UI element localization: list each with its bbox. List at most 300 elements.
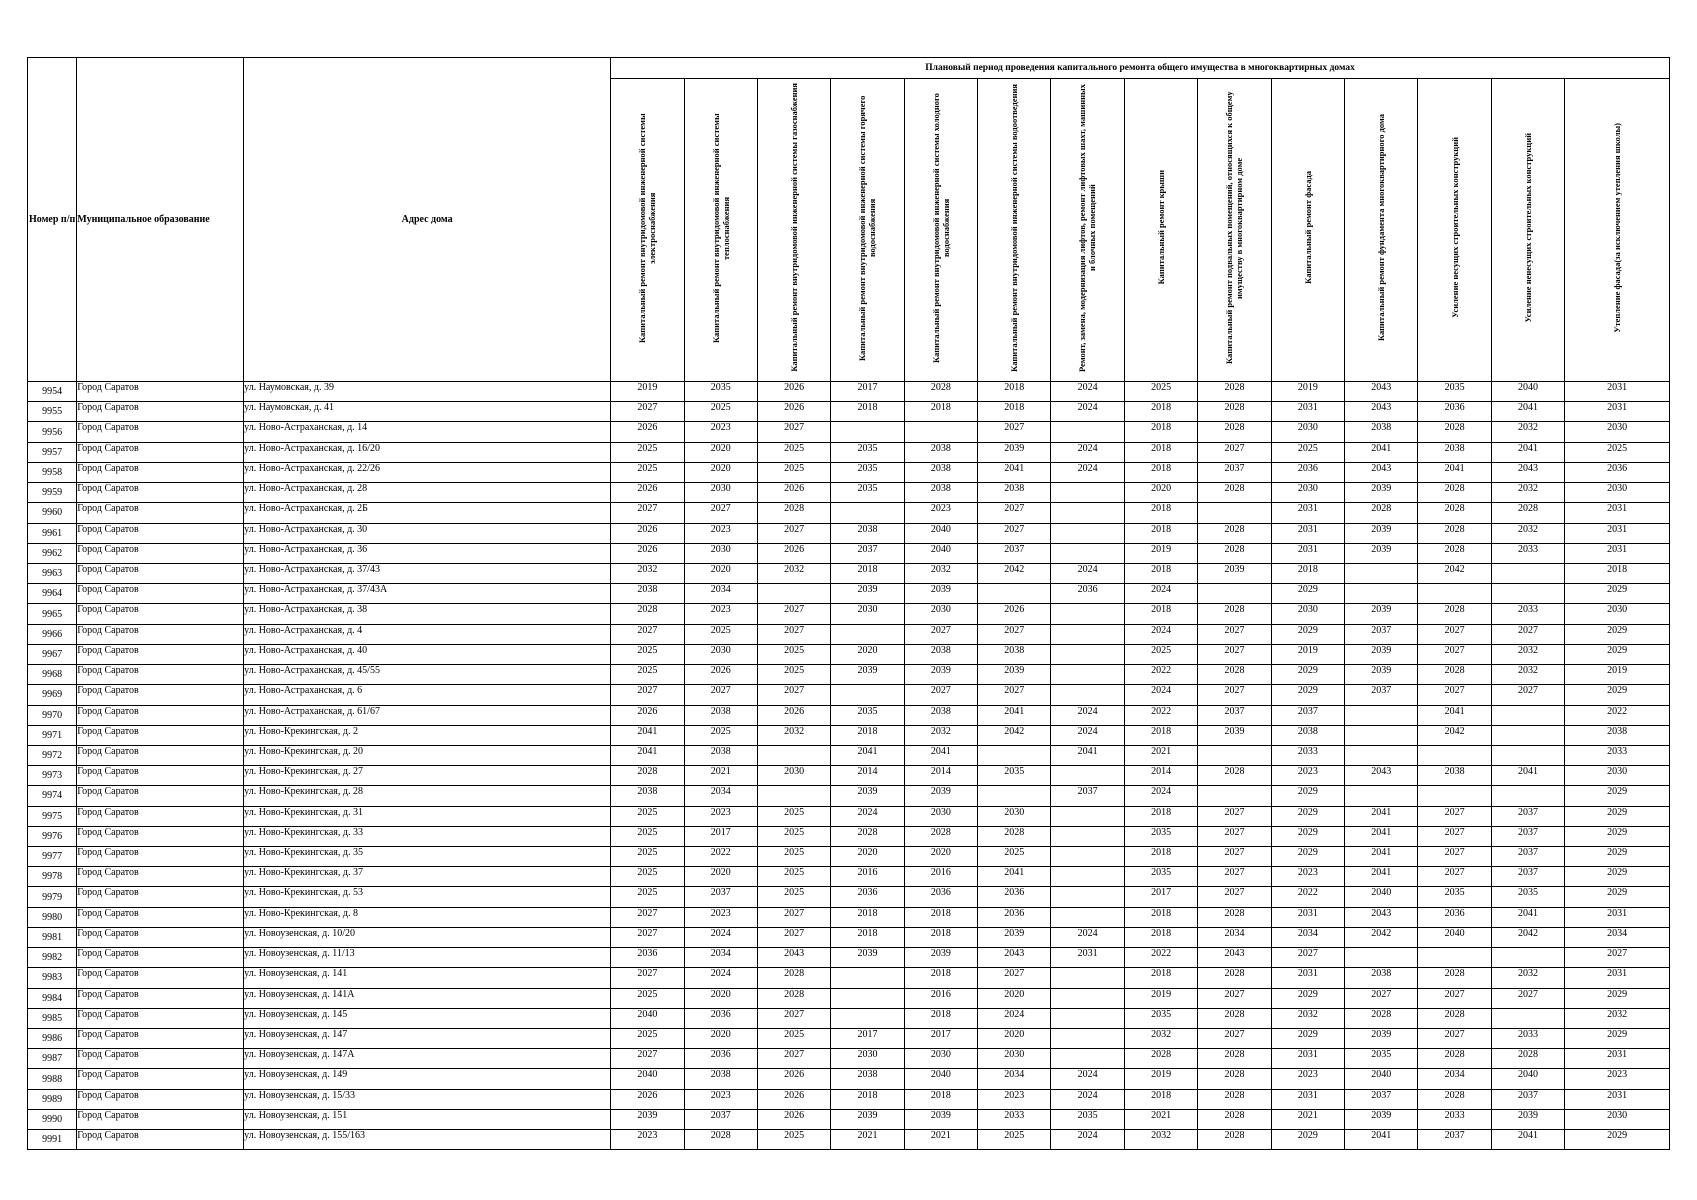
row-planned-year: 2036 xyxy=(978,907,1051,927)
header-planned-period: Плановый период проведения капитального ремонта общего имущества в многоквартирных домах xyxy=(611,58,1670,79)
row-planned-year: 2034 xyxy=(684,786,757,806)
row-planned-year: 2041 xyxy=(1051,745,1124,765)
row-address: ул. Новоузенская, д. 147 xyxy=(244,1029,611,1049)
row-planned-year: 2043 xyxy=(1345,907,1418,927)
row-planned-year: 2040 xyxy=(904,543,977,563)
row-planned-year xyxy=(1491,1008,1564,1028)
row-number: 9965 xyxy=(28,604,77,624)
row-planned-year: 2041 xyxy=(1491,1130,1564,1150)
row-planned-year xyxy=(831,968,904,988)
row-planned-year xyxy=(757,584,830,604)
row-planned-year: 2025 xyxy=(611,867,684,887)
row-planned-year: 2022 xyxy=(1271,887,1344,907)
table-row xyxy=(28,1089,1670,1109)
row-planned-year: 2036 xyxy=(1565,462,1670,482)
header-work-type-label: Капитальный ремонт фундамента многоквартирного дома xyxy=(1376,113,1387,342)
row-planned-year: 2032 xyxy=(1491,644,1564,664)
row-planned-year: 2019 xyxy=(1124,1069,1197,1089)
row-planned-year: 2024 xyxy=(1051,1089,1124,1109)
row-planned-year: 2036 xyxy=(1418,402,1491,422)
row-planned-year: 2025 xyxy=(757,806,830,826)
row-planned-year: 2028 xyxy=(1491,503,1564,523)
row-planned-year: 2025 xyxy=(757,442,830,462)
row-planned-year xyxy=(1345,563,1418,583)
row-planned-year: 2039 xyxy=(1491,1109,1564,1129)
row-planned-year: 2027 xyxy=(757,604,830,624)
table-row xyxy=(28,988,1670,1008)
row-planned-year: 2042 xyxy=(978,725,1051,745)
row-planned-year: 2034 xyxy=(684,948,757,968)
row-planned-year xyxy=(831,422,904,442)
row-planned-year: 2028 xyxy=(831,826,904,846)
row-planned-year: 2021 xyxy=(684,766,757,786)
row-planned-year xyxy=(1051,1029,1124,1049)
row-number: 9954 xyxy=(28,382,77,402)
row-planned-year: 2033 xyxy=(1491,604,1564,624)
table-row xyxy=(28,1109,1670,1129)
row-planned-year: 2023 xyxy=(978,1089,1051,1109)
row-planned-year: 2030 xyxy=(1565,422,1670,442)
header-municipality: Муниципальное образование xyxy=(77,58,244,382)
row-planned-year: 2024 xyxy=(1051,705,1124,725)
row-planned-year: 2027 xyxy=(1491,685,1564,705)
table-row xyxy=(28,847,1670,867)
row-planned-year: 2027 xyxy=(978,968,1051,988)
row-number: 9985 xyxy=(28,1008,77,1028)
row-planned-year: 2027 xyxy=(1198,806,1271,826)
table-header xyxy=(28,58,1670,382)
row-municipality: Город Саратов xyxy=(77,543,244,563)
row-planned-year: 2035 xyxy=(1418,382,1491,402)
row-planned-year xyxy=(1051,968,1124,988)
row-planned-year: 2039 xyxy=(1345,604,1418,624)
row-municipality: Город Саратов xyxy=(77,442,244,462)
row-planned-year xyxy=(1051,665,1124,685)
row-planned-year: 2038 xyxy=(904,483,977,503)
row-number: 9963 xyxy=(28,563,77,583)
row-municipality: Город Саратов xyxy=(77,1089,244,1109)
row-planned-year: 2030 xyxy=(1565,604,1670,624)
row-planned-year: 2031 xyxy=(1271,907,1344,927)
row-planned-year: 2018 xyxy=(904,1008,977,1028)
table-row xyxy=(28,624,1670,644)
row-planned-year: 2043 xyxy=(1491,462,1564,482)
row-number: 9959 xyxy=(28,483,77,503)
row-planned-year xyxy=(1491,948,1564,968)
row-number: 9964 xyxy=(28,584,77,604)
header-work-type xyxy=(1271,79,1344,382)
row-planned-year: 2020 xyxy=(684,563,757,583)
row-planned-year: 2042 xyxy=(1418,725,1491,745)
row-planned-year: 2027 xyxy=(1418,847,1491,867)
row-planned-year: 2025 xyxy=(1124,644,1197,664)
row-municipality: Город Саратов xyxy=(77,745,244,765)
row-planned-year: 2025 xyxy=(757,867,830,887)
row-planned-year: 2018 xyxy=(1124,725,1197,745)
row-municipality: Город Саратов xyxy=(77,948,244,968)
table-row xyxy=(28,584,1670,604)
row-planned-year: 2042 xyxy=(1491,927,1564,947)
row-address: ул. Наумовская, д. 39 xyxy=(244,382,611,402)
row-planned-year: 2041 xyxy=(978,867,1051,887)
header-work-type-label: Капитальный ремонт фасада xyxy=(1302,171,1313,284)
row-planned-year xyxy=(831,988,904,1008)
row-planned-year: 2018 xyxy=(1124,907,1197,927)
row-planned-year: 2026 xyxy=(611,483,684,503)
row-municipality: Город Саратов xyxy=(77,766,244,786)
row-planned-year: 2037 xyxy=(1491,1089,1564,1109)
row-number: 9958 xyxy=(28,462,77,482)
header-work-type xyxy=(1418,79,1491,382)
row-address: ул. Ново-Астраханская, д. 37/43А xyxy=(244,584,611,604)
row-planned-year: 2038 xyxy=(904,644,977,664)
table-row xyxy=(28,483,1670,503)
row-planned-year xyxy=(1051,644,1124,664)
row-planned-year: 2038 xyxy=(904,705,977,725)
row-planned-year: 2018 xyxy=(1124,402,1197,422)
row-planned-year: 2018 xyxy=(904,907,977,927)
row-planned-year: 2018 xyxy=(904,927,977,947)
row-planned-year xyxy=(1198,745,1271,765)
row-municipality: Город Саратов xyxy=(77,402,244,422)
row-planned-year: 2022 xyxy=(1124,948,1197,968)
row-planned-year: 2024 xyxy=(1051,1130,1124,1150)
row-planned-year: 2025 xyxy=(757,644,830,664)
row-planned-year xyxy=(831,685,904,705)
row-planned-year: 2028 xyxy=(611,604,684,624)
row-planned-year: 2029 xyxy=(1271,1029,1344,1049)
row-planned-year: 2030 xyxy=(831,1049,904,1069)
row-planned-year: 2028 xyxy=(1198,422,1271,442)
row-planned-year: 2025 xyxy=(757,462,830,482)
row-municipality: Город Саратов xyxy=(77,685,244,705)
row-planned-year: 2028 xyxy=(1418,1089,1491,1109)
row-planned-year: 2038 xyxy=(831,523,904,543)
row-municipality: Город Саратов xyxy=(77,1049,244,1069)
row-planned-year xyxy=(1051,826,1124,846)
row-planned-year xyxy=(831,624,904,644)
row-number: 9955 xyxy=(28,402,77,422)
row-planned-year: 2027 xyxy=(1198,644,1271,664)
row-planned-year: 2028 xyxy=(684,1130,757,1150)
row-planned-year: 2019 xyxy=(1124,988,1197,1008)
row-number: 9979 xyxy=(28,887,77,907)
row-planned-year: 2018 xyxy=(1124,442,1197,462)
row-planned-year: 2031 xyxy=(1565,523,1670,543)
row-planned-year: 2035 xyxy=(684,382,757,402)
row-planned-year: 2038 xyxy=(1271,725,1344,745)
row-planned-year xyxy=(1491,584,1564,604)
header-work-type xyxy=(684,79,757,382)
row-planned-year xyxy=(1418,786,1491,806)
row-planned-year: 2027 xyxy=(978,624,1051,644)
table-row xyxy=(28,948,1670,968)
row-planned-year: 2024 xyxy=(1051,725,1124,745)
row-planned-year: 2024 xyxy=(1124,624,1197,644)
row-planned-year: 2027 xyxy=(611,402,684,422)
row-planned-year: 2018 xyxy=(1124,1089,1197,1109)
table-row xyxy=(28,644,1670,664)
row-planned-year: 2026 xyxy=(757,402,830,422)
row-planned-year: 2039 xyxy=(1198,563,1271,583)
row-planned-year: 2031 xyxy=(1271,1089,1344,1109)
row-planned-year: 2018 xyxy=(904,402,977,422)
row-number: 9969 xyxy=(28,685,77,705)
row-planned-year: 2041 xyxy=(978,462,1051,482)
row-address: ул. Ново-Астраханская, д. 4 xyxy=(244,624,611,644)
row-planned-year: 2027 xyxy=(1418,806,1491,826)
row-planned-year: 2037 xyxy=(1491,826,1564,846)
row-planned-year: 2031 xyxy=(1565,1049,1670,1069)
row-planned-year: 2039 xyxy=(904,1109,977,1129)
row-planned-year: 2039 xyxy=(978,665,1051,685)
row-planned-year: 2026 xyxy=(684,665,757,685)
row-planned-year: 2036 xyxy=(684,1008,757,1028)
row-planned-year: 2028 xyxy=(1198,1008,1271,1028)
row-planned-year: 2038 xyxy=(684,1069,757,1089)
row-planned-year: 2027 xyxy=(684,685,757,705)
row-planned-year: 2031 xyxy=(1565,543,1670,563)
row-planned-year: 2040 xyxy=(1418,927,1491,947)
row-planned-year: 2023 xyxy=(684,523,757,543)
row-planned-year: 2024 xyxy=(1124,786,1197,806)
row-planned-year: 2043 xyxy=(1345,402,1418,422)
row-address: ул. Ново-Крекингская, д. 27 xyxy=(244,766,611,786)
row-address: ул. Ново-Астраханская, д. 16/20 xyxy=(244,442,611,462)
row-number: 9980 xyxy=(28,907,77,927)
row-number: 9971 xyxy=(28,725,77,745)
row-planned-year: 2020 xyxy=(831,847,904,867)
row-planned-year: 2025 xyxy=(611,826,684,846)
header-work-type-label: Усиление ненесущих строительных конструкций xyxy=(1522,132,1533,323)
row-planned-year: 2017 xyxy=(904,1029,977,1049)
row-planned-year: 2041 xyxy=(831,745,904,765)
row-planned-year: 2035 xyxy=(831,462,904,482)
row-planned-year: 2032 xyxy=(757,725,830,745)
row-planned-year: 2027 xyxy=(978,685,1051,705)
header-work-type-label: Капитальный ремонт крыши xyxy=(1155,170,1166,285)
row-planned-year: 2026 xyxy=(757,543,830,563)
row-planned-year: 2031 xyxy=(1271,503,1344,523)
row-planned-year: 2027 xyxy=(1198,624,1271,644)
row-address: ул. Новоузенская, д. 151 xyxy=(244,1109,611,1129)
row-planned-year xyxy=(1491,786,1564,806)
row-planned-year: 2020 xyxy=(684,442,757,462)
row-planned-year: 2041 xyxy=(1345,1130,1418,1150)
row-planned-year: 2043 xyxy=(978,948,1051,968)
table-row xyxy=(28,786,1670,806)
table-row xyxy=(28,766,1670,786)
row-planned-year: 2036 xyxy=(1271,462,1344,482)
row-planned-year: 2041 xyxy=(1418,705,1491,725)
row-planned-year: 2037 xyxy=(1345,1089,1418,1109)
row-planned-year: 2027 xyxy=(1418,644,1491,664)
row-planned-year: 2027 xyxy=(611,503,684,523)
row-planned-year: 2026 xyxy=(611,422,684,442)
row-planned-year xyxy=(1051,847,1124,867)
row-planned-year: 2035 xyxy=(978,766,1051,786)
row-planned-year: 2028 xyxy=(1198,523,1271,543)
row-planned-year: 2024 xyxy=(1051,402,1124,422)
row-planned-year: 2024 xyxy=(684,968,757,988)
row-planned-year xyxy=(1051,907,1124,927)
row-planned-year: 2022 xyxy=(1124,665,1197,685)
row-planned-year: 2028 xyxy=(1198,968,1271,988)
table-row xyxy=(28,442,1670,462)
row-planned-year: 2016 xyxy=(904,988,977,1008)
row-planned-year: 2027 xyxy=(1198,685,1271,705)
row-planned-year: 2018 xyxy=(1124,563,1197,583)
row-address: ул. Ново-Астраханская, д. 38 xyxy=(244,604,611,624)
row-planned-year: 2034 xyxy=(978,1069,1051,1089)
row-planned-year: 2031 xyxy=(1565,1089,1670,1109)
row-planned-year: 2039 xyxy=(978,927,1051,947)
row-planned-year: 2037 xyxy=(1491,806,1564,826)
row-number: 9966 xyxy=(28,624,77,644)
row-planned-year xyxy=(904,422,977,442)
row-planned-year: 2027 xyxy=(1198,887,1271,907)
row-planned-year: 2024 xyxy=(1051,927,1124,947)
row-planned-year: 2027 xyxy=(1345,988,1418,1008)
row-planned-year: 2039 xyxy=(978,442,1051,462)
row-municipality: Город Саратов xyxy=(77,624,244,644)
row-planned-year: 2031 xyxy=(1271,402,1344,422)
row-planned-year: 2029 xyxy=(1565,867,1670,887)
row-planned-year: 2038 xyxy=(1565,725,1670,745)
row-number: 9973 xyxy=(28,766,77,786)
row-planned-year xyxy=(1345,948,1418,968)
row-planned-year: 2028 xyxy=(1198,1109,1271,1129)
row-planned-year: 2018 xyxy=(1124,462,1197,482)
row-planned-year: 2023 xyxy=(1271,867,1344,887)
row-planned-year: 2027 xyxy=(611,624,684,644)
row-planned-year xyxy=(831,503,904,523)
row-planned-year: 2020 xyxy=(684,867,757,887)
row-planned-year: 2032 xyxy=(1491,968,1564,988)
row-planned-year xyxy=(1491,745,1564,765)
row-planned-year: 2036 xyxy=(1051,584,1124,604)
header-work-type xyxy=(1051,79,1124,382)
table-row xyxy=(28,887,1670,907)
table-row xyxy=(28,927,1670,947)
row-planned-year: 2027 xyxy=(1418,1029,1491,1049)
row-planned-year: 2035 xyxy=(1124,1008,1197,1028)
row-planned-year: 2030 xyxy=(1565,766,1670,786)
row-municipality: Город Саратов xyxy=(77,968,244,988)
row-municipality: Город Саратов xyxy=(77,826,244,846)
row-planned-year: 2027 xyxy=(904,624,977,644)
row-address: ул. Ново-Астраханская, д. 6 xyxy=(244,685,611,705)
row-planned-year: 2024 xyxy=(831,806,904,826)
row-planned-year: 2034 xyxy=(1198,927,1271,947)
row-planned-year: 2041 xyxy=(1345,826,1418,846)
row-planned-year: 2025 xyxy=(757,665,830,685)
table-row xyxy=(28,503,1670,523)
row-planned-year: 2041 xyxy=(1345,867,1418,887)
row-planned-year: 2038 xyxy=(831,1069,904,1089)
row-planned-year: 2038 xyxy=(1418,442,1491,462)
row-planned-year: 2041 xyxy=(978,705,1051,725)
row-planned-year: 2017 xyxy=(831,1029,904,1049)
row-planned-year: 2018 xyxy=(831,725,904,745)
row-address: ул. Ново-Астраханская, д. 22/26 xyxy=(244,462,611,482)
row-planned-year: 2037 xyxy=(684,887,757,907)
row-planned-year: 2018 xyxy=(1124,847,1197,867)
row-planned-year: 2039 xyxy=(831,786,904,806)
row-planned-year: 2028 xyxy=(1418,422,1491,442)
row-number: 9974 xyxy=(28,786,77,806)
row-planned-year xyxy=(978,786,1051,806)
row-planned-year: 2027 xyxy=(1491,988,1564,1008)
row-planned-year: 2031 xyxy=(1271,523,1344,543)
row-address: ул. Ново-Крекингская, д. 28 xyxy=(244,786,611,806)
row-planned-year: 2029 xyxy=(1565,1130,1670,1150)
row-planned-year: 2026 xyxy=(611,1089,684,1109)
header-number: Номер п/п xyxy=(28,58,77,382)
row-address: ул. Новоузенская, д. 15/33 xyxy=(244,1089,611,1109)
row-number: 9986 xyxy=(28,1029,77,1049)
row-planned-year: 2038 xyxy=(978,644,1051,664)
table-row xyxy=(28,1049,1670,1069)
row-planned-year: 2018 xyxy=(1124,523,1197,543)
row-planned-year: 2021 xyxy=(1271,1109,1344,1129)
row-planned-year: 2038 xyxy=(1345,968,1418,988)
row-planned-year: 2026 xyxy=(757,382,830,402)
row-planned-year: 2018 xyxy=(1124,927,1197,947)
row-planned-year: 2036 xyxy=(978,887,1051,907)
row-planned-year: 2037 xyxy=(978,543,1051,563)
row-planned-year: 2028 xyxy=(1124,1049,1197,1069)
row-number: 9989 xyxy=(28,1089,77,1109)
row-planned-year: 2041 xyxy=(1345,442,1418,462)
row-planned-year xyxy=(978,584,1051,604)
header-work-type-label: Усиление несущих строительных конструкций xyxy=(1449,137,1460,318)
row-planned-year: 2037 xyxy=(1198,705,1271,725)
row-planned-year: 2018 xyxy=(978,382,1051,402)
row-planned-year: 2029 xyxy=(1565,806,1670,826)
row-planned-year xyxy=(1051,1049,1124,1069)
row-municipality: Город Саратов xyxy=(77,927,244,947)
row-municipality: Город Саратов xyxy=(77,725,244,745)
row-planned-year: 2018 xyxy=(1124,806,1197,826)
row-planned-year: 2024 xyxy=(1051,1069,1124,1089)
row-planned-year: 2040 xyxy=(611,1069,684,1089)
row-planned-year: 2027 xyxy=(684,503,757,523)
row-planned-year: 2027 xyxy=(611,1049,684,1069)
row-municipality: Город Саратов xyxy=(77,665,244,685)
row-number: 9960 xyxy=(28,503,77,523)
row-planned-year: 2020 xyxy=(684,1029,757,1049)
row-planned-year xyxy=(1051,503,1124,523)
row-planned-year: 2018 xyxy=(831,927,904,947)
table-row xyxy=(28,665,1670,685)
row-municipality: Город Саратов xyxy=(77,705,244,725)
row-planned-year: 2025 xyxy=(684,725,757,745)
row-planned-year: 2027 xyxy=(611,685,684,705)
row-address: ул. Новоузенская, д. 10/20 xyxy=(244,927,611,947)
header-work-type-label: Капитальный ремонт внутридомовой инженерной системы холодного водоснабжения xyxy=(930,92,951,363)
row-planned-year: 2028 xyxy=(1198,1069,1271,1089)
row-planned-year: 2025 xyxy=(611,988,684,1008)
row-planned-year: 2031 xyxy=(1051,948,1124,968)
row-planned-year: 2029 xyxy=(1271,665,1344,685)
row-planned-year xyxy=(1491,705,1564,725)
table-row xyxy=(28,1029,1670,1049)
row-planned-year: 2023 xyxy=(684,422,757,442)
row-planned-year: 2039 xyxy=(904,665,977,685)
row-planned-year xyxy=(1051,867,1124,887)
row-planned-year: 2020 xyxy=(978,1029,1051,1049)
